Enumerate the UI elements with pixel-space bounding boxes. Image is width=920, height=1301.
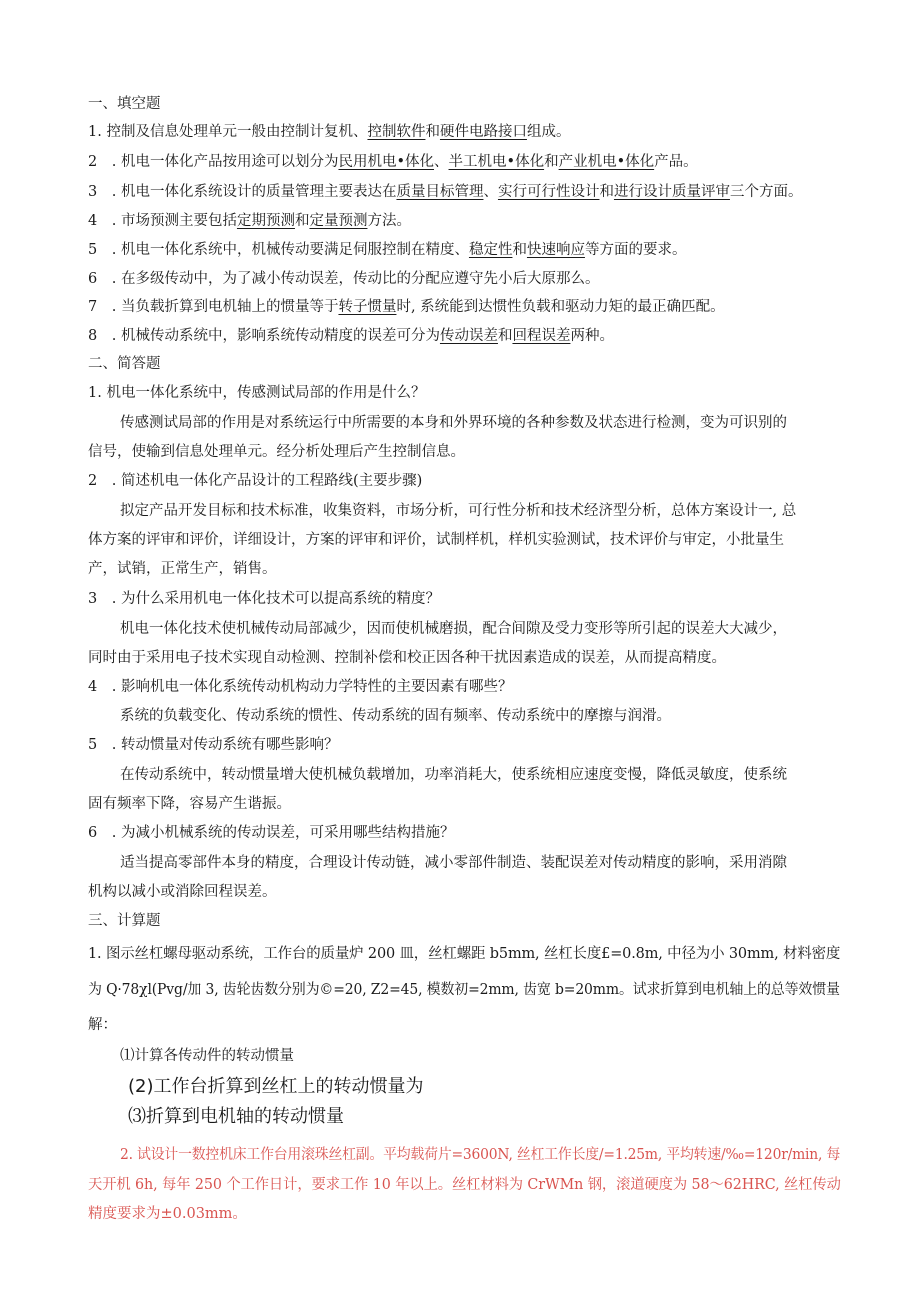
text: 和 xyxy=(294,213,310,229)
text: 和 xyxy=(425,124,440,140)
text: 产品。 xyxy=(654,154,698,170)
answer-5-line-1: 在传动系统中，转动惯量增大使机械负载增加，功率消耗大，使系统相应速度变慢，降低灵敏度，使系统 xyxy=(120,767,787,783)
question-1: 1. 机电一体化系统中，传感测试局部的作用是什么？ xyxy=(88,385,426,401)
answer: 传动误差 xyxy=(439,328,498,344)
fill-item-2 xyxy=(88,152,698,172)
text: 3 . 机电一体化系统设计的质量管理主要表达在 xyxy=(88,184,397,200)
problem-2-line-2: 天开机 6h, 每年 250 个工作日计，要求工作 10 年以上。丝杠材料为 CrWMn 钢，滚道硬度为 58～62HRC, 丝杠传动 xyxy=(88,1177,841,1193)
text: 组成。 xyxy=(526,124,571,140)
text: 和 xyxy=(497,328,513,344)
answer-3-line-1: 机电一体化技术使机械传动局部减少，因而使机械磨损，配合间隙及受力变形等所引起的误差大大减少， xyxy=(120,621,787,637)
problem-2-line-1: 2. 试设计一数控机床工作台用滚珠丝杠副。平均载荷片=3600N, 丝杠工作长度/=1.25m, 平均转速/‰=120r/min, 每 xyxy=(120,1147,841,1163)
question-5: 5 . 转动惯量对传动系统有哪些影响？ xyxy=(88,737,339,753)
fill-item-3 xyxy=(88,182,802,202)
answer: 稳定性 xyxy=(468,242,513,258)
question-4: 4 . 影响机电一体化系统传动机构动力学特性的主要因素有哪些？ xyxy=(88,679,513,695)
problem-2-line-3: 精度要求为±0.03mm。 xyxy=(88,1206,247,1222)
text: 5 . 机电一体化系统中，机械传动要满足伺服控制在精度、 xyxy=(88,242,469,258)
answer-2-line-2: 体方案的评审和评价，详细设计，方案的评审和评价，试制样机，样机实验测试，技术评价与审定，小批量生 xyxy=(88,532,784,548)
answer: 转子惯量 xyxy=(338,299,397,315)
section-heading-short-answer: 二、简答题 xyxy=(88,356,161,372)
answer: 定量预测 xyxy=(309,213,368,229)
answer-1-line-2: 信号，使输到信息处理单元。经分析处理后产生控制信息。 xyxy=(88,444,465,460)
answer-1-line-1: 传感测试局部的作用是对系统运行中所需要的本身和外界环境的各种参数及状态进行检测，变为可识别的 xyxy=(120,415,787,431)
text: 等方面的要求。 xyxy=(584,242,687,258)
fill-item-1 xyxy=(88,122,570,142)
text: 和 xyxy=(544,154,559,170)
answer-5-line-2: 固有频率下降，容易产生谐振。 xyxy=(88,796,291,812)
text: 时, 系统能到达惯性负载和驱动力矩的最正确匹配。 xyxy=(396,299,725,315)
problem-1-line-1: 1. 图示丝杠螺母驱动系统，工作台的质量炉 200 皿，丝杠螺距 b5mm, 丝杠长度£=0.8m, 中径为小 30mm, 材料密度 xyxy=(88,946,841,962)
answer: 民用机电•体化 xyxy=(338,154,435,170)
text: 2 . 机电一体化产品按用途可以划分为 xyxy=(88,154,339,170)
question-2: 2 . 简述机电一体化产品设计的工程路线(主要步骤) xyxy=(88,473,423,489)
text: 两种。 xyxy=(570,328,614,344)
answer: 实行可行性设计 xyxy=(497,184,600,200)
answer-3-line-2: 同时由于采用电子技术实现自动检测、控制补偿和校正因各种干扰因素造成的误差，从而提高精度。 xyxy=(88,650,726,666)
answer-2-line-3: 产，试销，正常生产，销售。 xyxy=(88,561,277,577)
answer: 进行设计质量评审 xyxy=(613,184,730,200)
section-heading-fill-blank: 一、填空题 xyxy=(88,96,161,112)
text: 和 xyxy=(599,184,614,200)
answer: 定期预测 xyxy=(236,213,295,229)
answer-6-line-2: 机构以减小或消除回程误差。 xyxy=(88,884,277,900)
solution-label: 解： xyxy=(88,1017,117,1033)
solution-step-3: ⑶折算到电机轴的转动惯量 xyxy=(128,1106,344,1127)
answer: 半工机电•体化 xyxy=(448,154,545,170)
answer: 回程误差 xyxy=(512,328,571,344)
text: 7 . 当负载折算到电机轴上的惯量等于 xyxy=(88,299,339,315)
text: 1. 控制及信息处理单元一般由控制计复机、 xyxy=(88,124,368,140)
text: 、 xyxy=(483,184,498,200)
text: 6 . 在多级传动中，为了减小传动误差，传动比的分配应遵守先小后大原那么。 xyxy=(88,271,600,287)
section-heading-calculation: 三、计算题 xyxy=(88,913,161,929)
fill-item-8 xyxy=(88,326,614,346)
answer-4-line-1: 系统的负载变化、传动系统的惯性、传动系统的固有频率、传动系统中的摩擦与润滑。 xyxy=(120,708,671,724)
fill-item-6 xyxy=(88,269,599,289)
answer-6-line-1: 适当提高零部件本身的精度，合理设计传动链，减小零部件制造、装配误差对传动精度的影响，采用消隙 xyxy=(120,855,787,871)
text: 、 xyxy=(434,154,449,170)
text: 方法。 xyxy=(367,213,411,229)
answer: 控制软件 xyxy=(367,124,426,140)
text: 8 . 机械传动系统中，影响系统传动精度的误差可分为 xyxy=(88,328,440,344)
problem-1-line-2: 为 Q·78χl(Pvg/加 3, 齿轮齿数分别为©=20, Z2=45, 模数初=2mm, 齿宽 b=20mm。试求折算到电机轴上的总等效惯量 xyxy=(88,982,840,998)
text: 三个方面。 xyxy=(729,184,803,200)
fill-item-5 xyxy=(88,240,686,260)
answer-2-line-1: 拟定产品开发目标和技术标准，收集资料，市场分析，可行性分析和技术经济型分析，总体方案设计一, 总 xyxy=(120,503,797,519)
question-6: 6 . 为减小机械系统的传动误差，可采用哪些结构措施？ xyxy=(88,825,455,841)
question-3: 3 . 为什么采用机电一体化技术可以提高系统的精度？ xyxy=(88,591,440,607)
text: 4 . 市场预测主要包括 xyxy=(88,213,237,229)
fill-item-4 xyxy=(88,211,411,231)
answer: 硬件电路接口 xyxy=(439,124,527,140)
text: 和 xyxy=(512,242,527,258)
fill-item-7 xyxy=(88,297,725,317)
answer: 快速响应 xyxy=(526,242,585,258)
answer: 产业机电•体化 xyxy=(558,154,655,170)
solution-step-1: ⑴计算各传动件的转动惯量 xyxy=(120,1048,294,1064)
answer: 质量目标管理 xyxy=(396,184,484,200)
solution-step-2: (2)工作台折算到丝杠上的转动惯量为 xyxy=(128,1076,424,1097)
